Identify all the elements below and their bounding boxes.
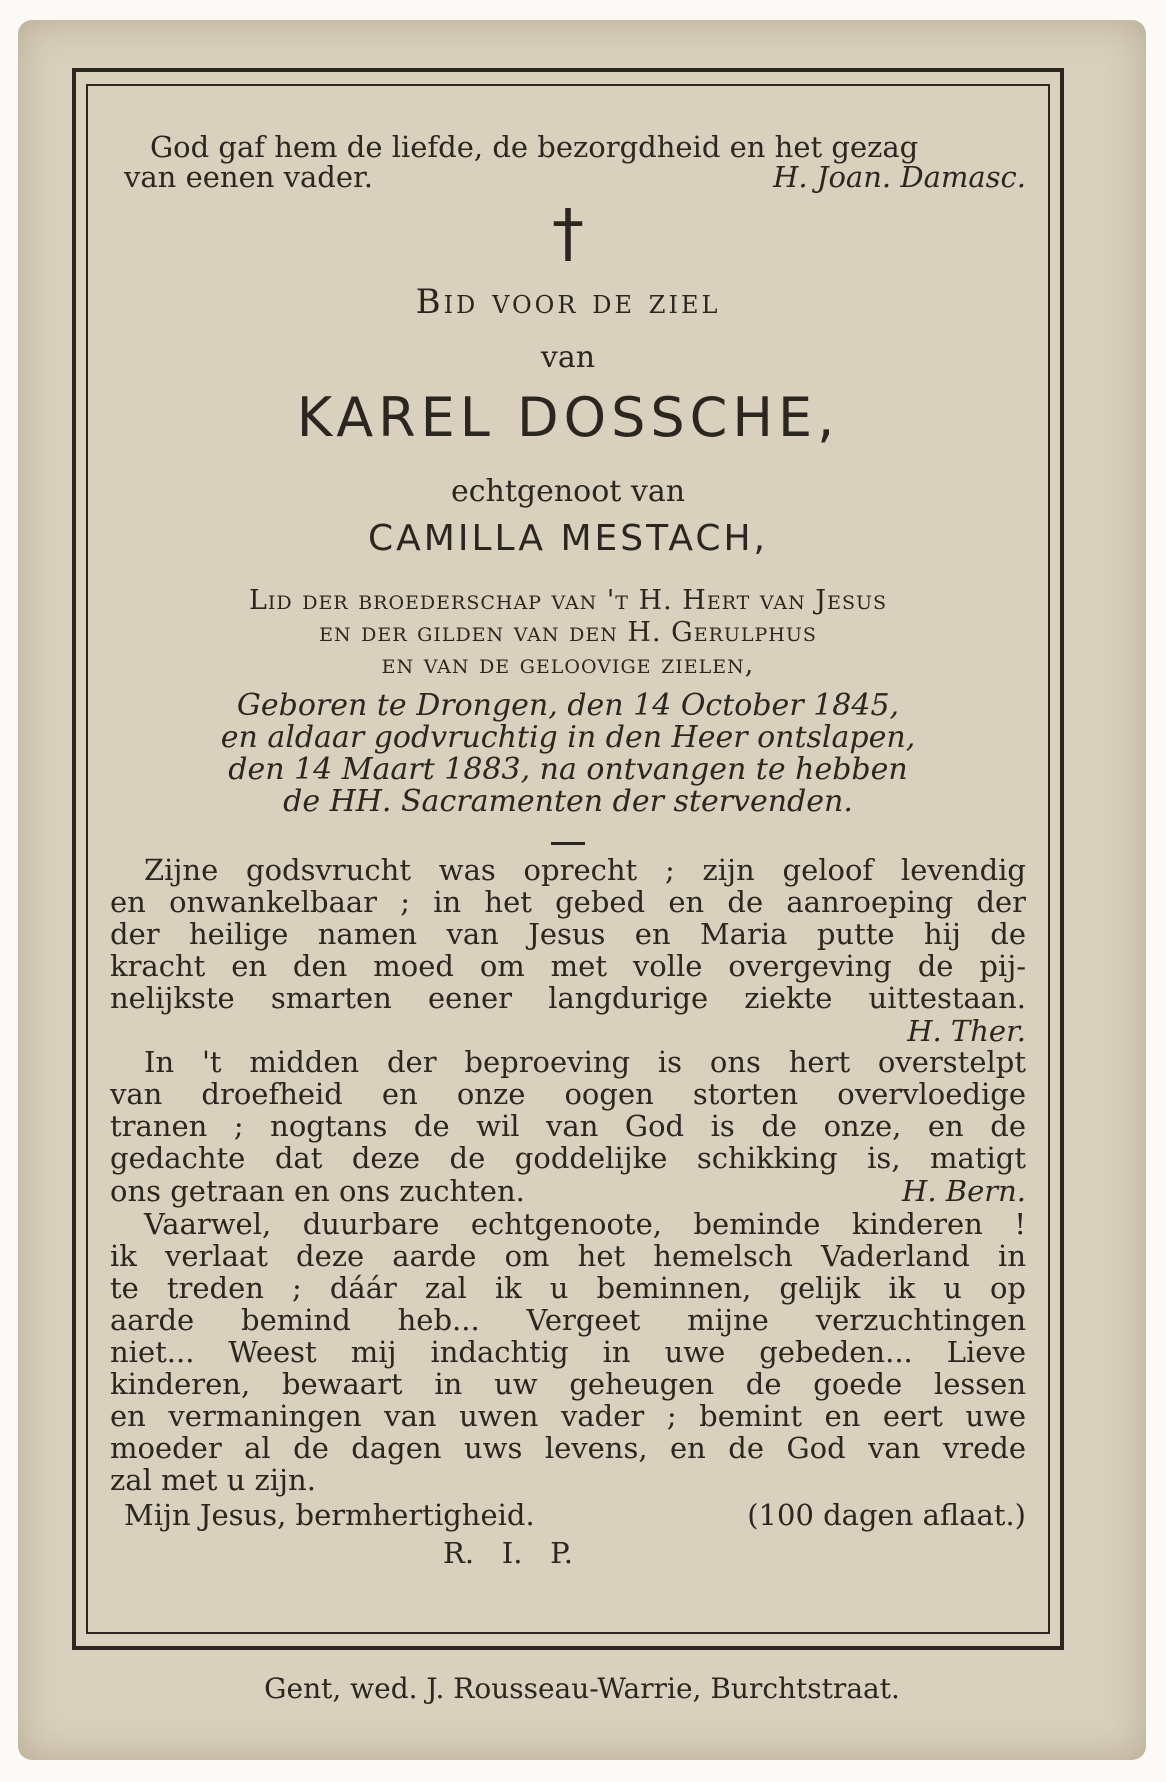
para3-line: te treden ; dáár zal ik u beminnen, gelijk ik u op	[110, 1271, 1026, 1305]
closing-line	[110, 1498, 1026, 1532]
heading: Bid voor de ziel	[415, 282, 721, 322]
life-line-3: den 14 Maart 1883, na ontvangen te hebben	[228, 752, 908, 787]
para1-line: der heilige namen van Jesus en Maria putte hij de	[110, 917, 1026, 951]
indulgence: (100 dagen aflaat.)	[747, 1498, 1026, 1532]
para3-line: en vermaningen van uwen vader ; bemint en eert uwe	[110, 1399, 1026, 1433]
para2-line: ons getraan en ons zuchten.	[110, 1174, 525, 1208]
life-line-2: en aldaar godvruchtig in den Heer ontslapen,	[220, 720, 916, 755]
motto-text: van eenen vader.	[124, 160, 373, 194]
divider	[110, 830, 1026, 849]
membership-line-1: Lid der broederschap van 't H. Hert van Jesus	[248, 585, 888, 616]
para1-line: en onwankelbaar ; in het gebed en de aanroeping der	[110, 885, 1026, 919]
para2-line: tranen ; nogtans de wil van God is de onze, en de	[110, 1109, 1026, 1143]
para3-line: Vaarwel, duurbare echtgenoote, beminde kinderen !	[144, 1207, 1026, 1241]
spouse-label: echtgenoot van	[450, 474, 686, 509]
para2-source: H. Bern.	[902, 1174, 1026, 1208]
para3-line: ik verlaat deze aarde om het hemelsch Vaderland in	[110, 1239, 1026, 1273]
para2-line: In 't midden der beproeving is ons hert overstelpt	[144, 1045, 1026, 1079]
para1-line: kracht en den moed om met volle overgeving de pij-	[110, 949, 1026, 983]
membership-line-3: en van de geloovige zielen,	[381, 649, 755, 680]
life-line-4: de HH. Sacramenten der stervenden.	[283, 784, 853, 819]
rip: R. I. P.	[443, 1536, 573, 1570]
para3-line: niet... Weest mij indachtig in uwe gebeden... Lieve	[110, 1335, 1026, 1369]
para2-line: gedachte dat deze de goddelijke schikking is, matigt	[110, 1141, 1026, 1175]
prayer: Mijn Jesus, bermhertigheid.	[124, 1498, 535, 1532]
cross-icon: †	[552, 197, 584, 271]
para3-line: zal met u zijn.	[110, 1463, 316, 1497]
para3-line: moeder al de dagen uws levens, en de God van vrede	[110, 1431, 1026, 1465]
deceased-name: KAREL DOSSCHE,	[296, 386, 840, 449]
motto-line-2	[110, 160, 1026, 194]
para2-line: van droefheid en onze oogen storten overvloedige	[110, 1077, 1026, 1111]
van-label: van	[540, 340, 596, 375]
membership-line-2: en der gilden van den H. Gerulphus	[319, 617, 817, 648]
motto-line-1: God gaf hem de liefde, de bezorgdheid en het gezag	[150, 130, 919, 164]
para1-line: nelijkste smarten eener langdurige ziekte uittestaan.	[110, 981, 1026, 1015]
motto-source: H. Joan. Damasc.	[773, 160, 1026, 194]
life-line-1: Geboren te Drongen, den 14 October 1845,	[236, 688, 900, 723]
para3-line: kinderen, bewaart in uw geheugen de goede lessen	[110, 1367, 1026, 1401]
para2-last-line	[110, 1174, 1026, 1208]
para3-line: aarde bemind heb... Vergeet mijne verzuchtingen	[110, 1303, 1026, 1337]
para1-source: H. Ther.	[907, 1014, 1026, 1048]
printer-imprint: Gent, wed. J. Rousseau-Warrie, Burchtstraat.	[264, 1672, 900, 1705]
para1-line: Zijne godsvrucht was oprecht ; zijn geloof levendig	[144, 853, 1026, 887]
spouse-name: CAMILLA MESTACH,	[368, 518, 768, 559]
